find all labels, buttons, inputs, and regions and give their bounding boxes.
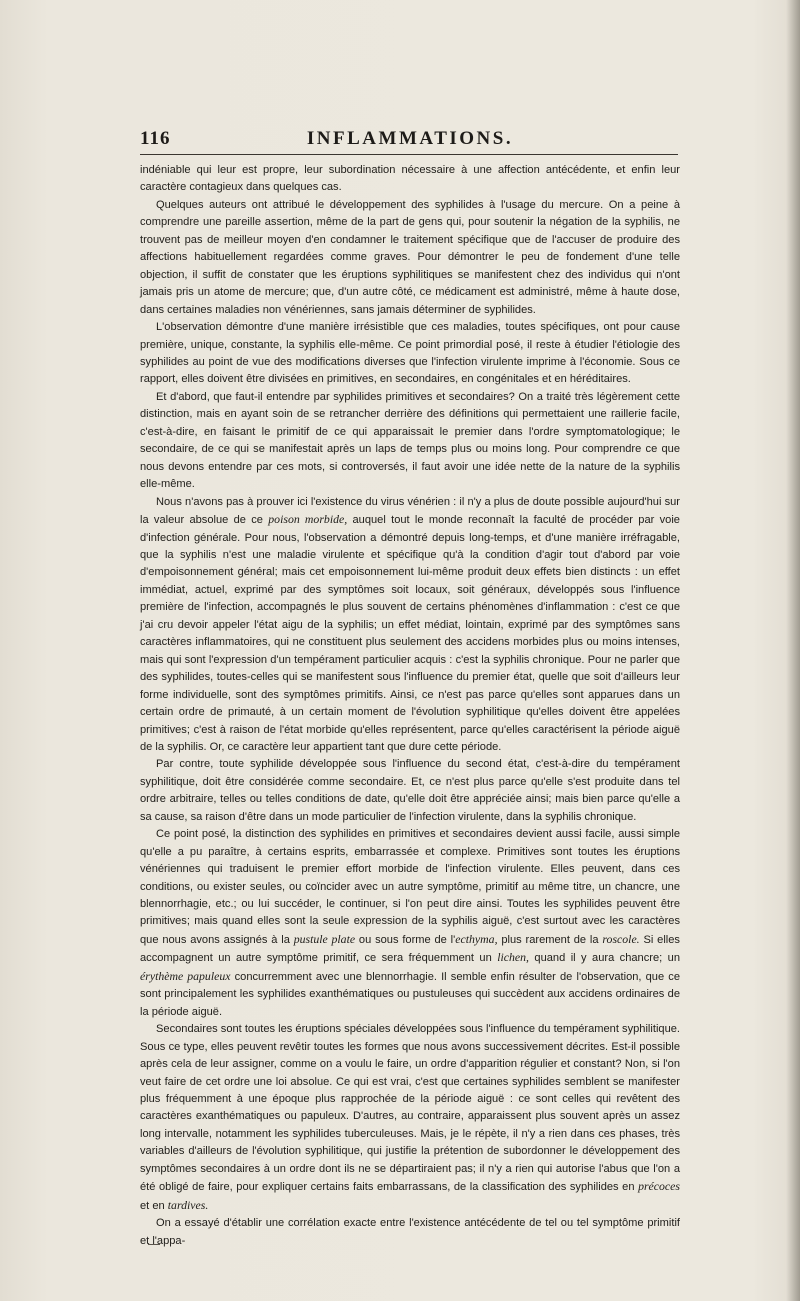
text-run: Secondaires sont toutes les éruptions spéciales développées sous l'influence du tempérament syphilitique. Sous ce type, elles peuvent revêtir toutes les formes que nous avons successivement décrites. Est-il possible après cela de leur assigner, comme on a voulu le faire, un ordre d'apparition régulier et constant? Non, si l'on veut faire de cet ordre une loi absolue. Ce qui est vrai, c'est que certaines syphilides semblent se manifester plus fréquemment à une époque plus rapprochée de la période aiguë : ce sont celles qui revêtent des caractères exanthématiques ou papuleux. D'autres, au contraire, apparaissent plus souvent après un assez long intervalle, notamment les syphilides tuberculeuses. Mais, je le répète, il n'y a rien dans ces phases, très variables d'ailleurs de l'évolution syphilitique, qui justifie la prétention de subordonner le développement des symptômes secondaires à un ordre dont ils ne se départiraient pas; il n'y a rien qui autorise l'abus que l'on a été obligé de faire, pour expliquer certains faits embarrassans, de la classification des syphilides en [140,1023,680,1194]
text-run: Si elles accompagnent un autre symptôme primitif, ce sera fréquemment un [140,933,680,965]
text-run: ou sous forme de l' [355,933,456,946]
italic-text: roscole. [602,931,640,946]
italic-text: ecthyma, [455,931,498,946]
paragraph [140,389,680,494]
text-run: Nous n'avons pas à prouver ici l'existence du virus vénérien : il n'y a plus de doute possible aujourd'hui sur la valeur absolue de ce [140,495,680,527]
paragraph [140,756,680,826]
header-rule [140,154,678,155]
text-run: indéniable qui leur est propre, leur subordination nécessaire à une affection antécédente, et enfin leur caractère contagieux dans quelques cas. [140,164,680,194]
body-text [140,162,680,1250]
footer-mark [148,1244,160,1245]
italic-text: tardives. [167,1197,209,1212]
text-run: quand il y aura chancre; un [528,952,680,965]
paragraph [140,197,680,319]
text-run: et en [140,1199,168,1212]
page-header [140,128,680,152]
paragraph [140,826,680,1021]
paragraph [140,1021,680,1215]
italic-text: lichen, [497,950,529,965]
text-run: L'observation démontre d'une manière irrésistible que ces maladies, toutes spécifiques, ont pour cause première, unique, constante, la syphilis elle-même. Ce point primordial posé, il reste à étudier l'étiologie des syphilides au point de vue des modifications diverses que l'infection virulente imprime à l'économie. Sous ce rapport, elles doivent être divisées en primitives, en secondaires, en congénitales et en héréditaires. [140,321,680,386]
paragraph [140,1215,680,1250]
italic-text: érythème papuleux [140,968,231,983]
paragraph [140,319,680,389]
italic-text: poison morbide, [268,512,348,527]
text-run: Quelques auteurs ont attribué le développement des syphilides à l'usage du mercure. On a peine à comprendre une pareille assertion, même de la part de gens qui, pour soutenir la négation de la syphilis, ne trouvent pas de meilleur moyen d'en condamner le traitement spécifique que de l'accuser de produire des affections habituellement regardées comme graves. Pour démontrer le peu de fondement d'une telle objection, il suffit de constater que les éruptions syphilitiques se manifestent chez des individus qui n'ont jamais pris un atome de mercure; que, d'un autre côté, ce médicament est administré, même à haute dose, dans certaines maladies non vénériennes, sans jamais déterminer de syphilides. [140,198,680,316]
text-run: plus rarement de la [497,933,603,946]
text-run: Par contre, toute syphilide développée sous l'influence du second état, c'est-à-dire du tempérament syphilitique, doit être considérée comme secondaire. Et, ce n'est plus parce qu'elle s'est produite dans tel ordre arbitraire, telles ou telles conditions de date, qu'elle doit être appréciée ainsi; mais bien parce qu'elle a sa cause, sa raison d'être dans un mode particulier de l'infection virulente, dans la syphilis chronique. [140,758,680,823]
text-run: Ce point posé, la distinction des syphilides en primitives et secondaires devient aussi facile, aussi simple qu'elle a pu paraître, à certains esprits, embarrassée et complexe. Primitives sont toutes les éruptions vénériennes qui traduisent le premier effort morbide de l'infection virulente. Elles peuvent, dans ces conditions, ou exister seules, ou coïncider avec un autre symptôme, primitif au même titre, un chancre, une blennorrhagie, etc.; ou lui succéder, le continuer, si l'on peut dire ainsi. Toutes les syphilides peuvent être primitives; mais quand elles sont la seule expression de la syphilis aiguë, c'est surtout avec les caractères que nous avons assignés à la [140,828,680,946]
italic-text: précoces [638,1179,680,1194]
text-run: concurremment avec une blennorrhagie. Il semble enfin résulter de l'observation, que ce sont principalement les syphilides exanthématiques ou pustuleuses qui succèdent aux accidens ordinaires de la période aiguë. [140,970,680,1018]
paragraph [140,162,680,197]
page-edge-shadow [786,0,800,1301]
text-run: Et d'abord, que faut-il entendre par syphilides primitives et secondaires? On a traité très légèrement cette distinction, mais en ayant soin de se retrancher derrière des définitions qui permettaient une raillerie facile, c'est-à-dire, en faisant le primitif de ce qui apparaissait le premier dans l'ordre symptomatologique; le secondaire, de ce qui se manifestait après un laps de temps plus ou moins long. Pour comprendre ce que nous devons entendre par ces mots, si controversés, il faut avoir une idée nette de la nature de la syphilis elle-même. [140,390,680,491]
text-run: On a essayé d'établir une corrélation exacte entre l'existence antécédente de tel ou tel symptôme primitif et l'appa- [140,1217,680,1247]
page-number: 116 [140,128,171,149]
italic-text: pustule plate [293,931,356,946]
text-run: auquel tout le monde reconnaît la faculté de procéder par voie d'infection générale. Pour nous, l'observation a démontré depuis long-temps, et d'une manière irréfragable, que la syphilis n'est une maladie virulente et spécifique qu'à la condition d'agir tout d'abord par voie d'empoisonnement général; mais cet empoisonnement lui-même produit deux effets bien distincts : un effet immédiat, actuel, exprimé par des symptômes soit locaux, soit généraux, développés sous l'influence première de l'infection, accompagnés le plus souvent de certains phénomènes d'inflammation : c'est ce que j'ai cru devoir appeler l'état aigu de la syphilis; un effet médiat, lointain, exprimé par des symptômes sans caractères inflammatoires, qui ne constituent plus seulement des accidens morbides plus ou moins intenses, mais qui sont l'expression d'un tempérament particulier acquis : c'est la syphilis chronique. Pour ne parler que des syphilides, toutes-celles qui se manifestent sous l'influence du premier état, quelle que soit d'ailleurs leur forme individuelle, sont des symptômes primitifs. Ainsi, ce n'est pas parce qu'elles sont apparues dans un certain ordre de primauté, à un certain moment de l'évolution syphilitique qu'elles doivent être appelées primitives; c'est à raison de l'état morbide qu'elles représentent, parce qu'elles caractérisent la période aiguë de la syphilis. Or, ce caractère leur appartient tant que dure cette période. [140,514,680,753]
running-title: INFLAMMATIONS. [306,128,514,149]
paragraph [140,494,680,757]
